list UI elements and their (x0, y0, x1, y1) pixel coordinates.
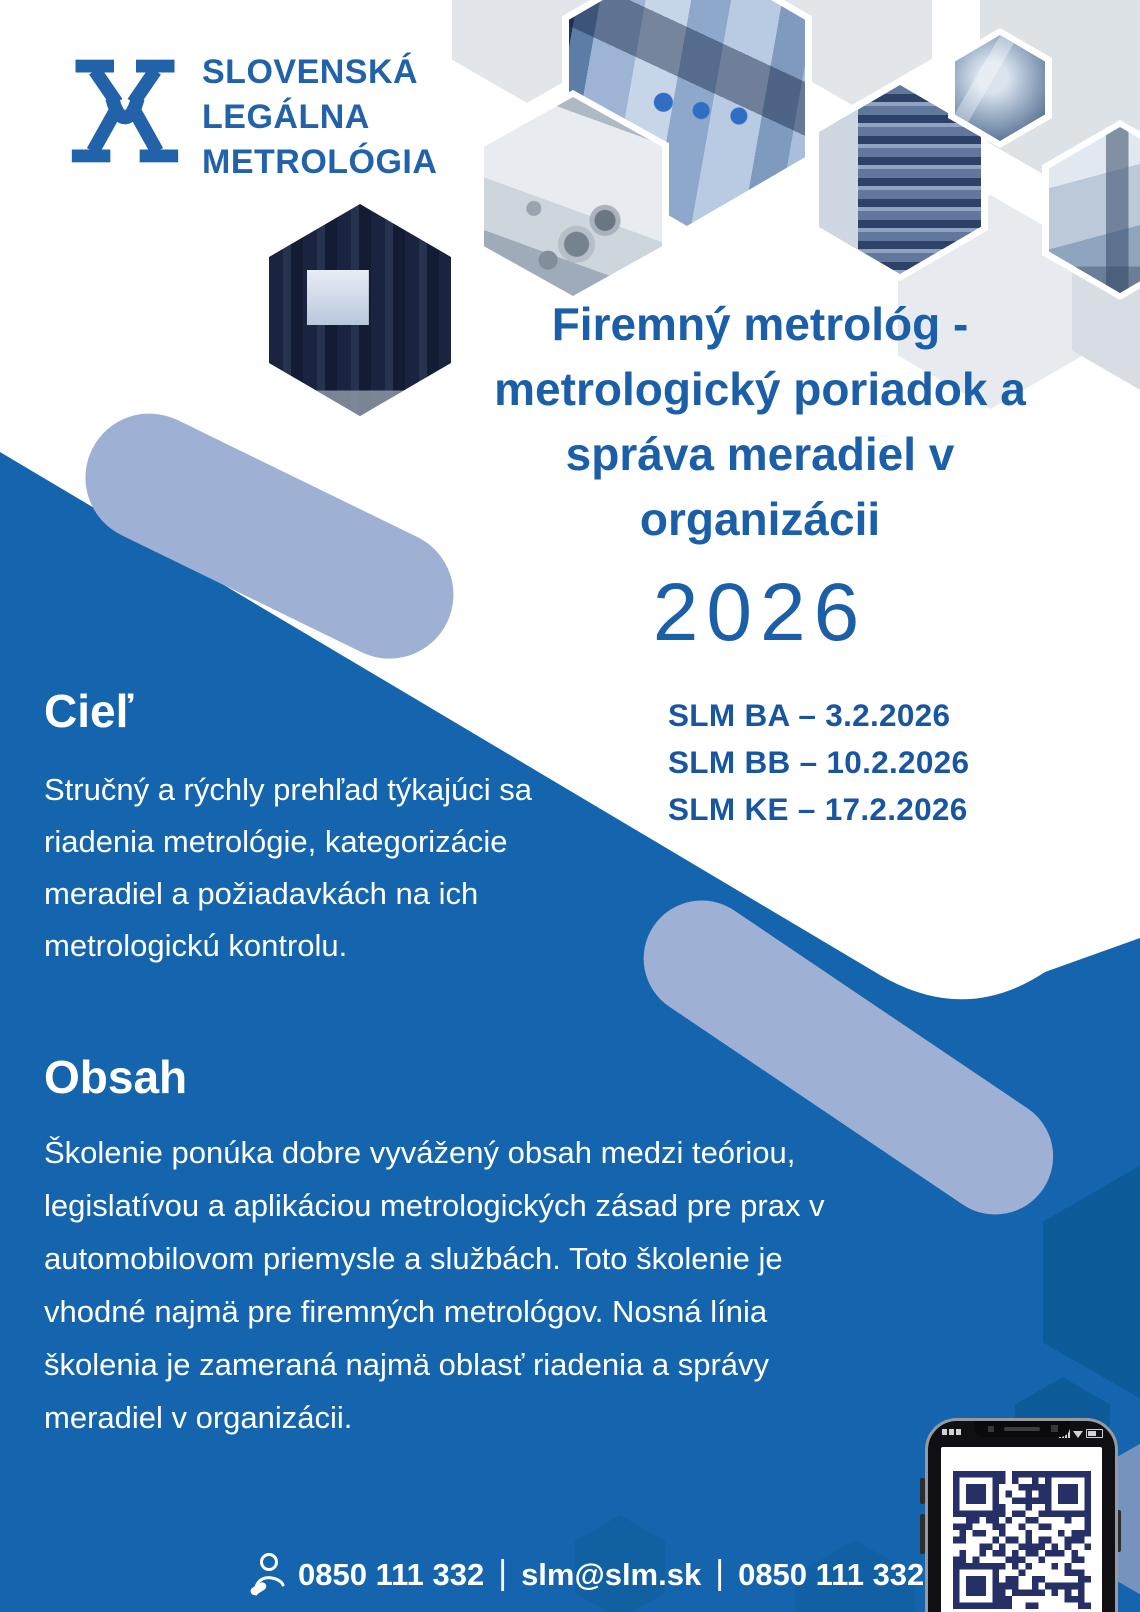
logo-serif (140, 150, 179, 163)
date-line: SLM BA – 3.2.2026 (668, 697, 951, 733)
phone-speaker (1004, 1427, 1040, 1431)
footer-phone-2: 0850 111 332 (738, 1557, 925, 1592)
cylinder-weight-photo (955, 35, 1045, 141)
date-line: SLM BB – 10.2.2026 (668, 744, 970, 780)
section-body-obsah: Školenie ponúka dobre vyvážený obsah medzi teóriou, legislatívou a aplikáciou metrologických zásad pre prax v automobilovom priemysle a službách. Toto školenie je vhodné najmä pre firemných metrológov. Nosná línia školenia je zameraná najmä oblasť riadenia a správy meradiel v organizácii. (44, 1135, 825, 1435)
logo-stroke (93, 112, 115, 151)
section-heading-obsah: Obsah (44, 1051, 188, 1103)
title-year: 2026 (652, 567, 868, 658)
phone-screen (941, 1447, 1102, 1612)
support-icon-head (262, 1555, 277, 1570)
logo-serif (72, 150, 110, 163)
footer-email: slm@slm.sk (521, 1557, 702, 1592)
phone-sensor-dot (988, 1426, 994, 1432)
logo-line: SLOVENSKÁ (202, 53, 419, 91)
section-heading-ciel: Cieľ (44, 685, 134, 737)
logo-serif (136, 60, 175, 73)
slm-logo-mark-icon (70, 56, 180, 166)
title-line: metrologický poriadok a (494, 363, 1026, 415)
battery-icon (1086, 1429, 1103, 1438)
title-line: organizácii (639, 493, 881, 545)
phone-notch (974, 1421, 1070, 1437)
logo-wordmark (202, 50, 437, 185)
section-body-ciel: Stručný a rýchly prehľad týkajúci sa riadenia metrológie, kategorizácie meradiel a požiadavkách na ich metrologickú kontrolu. (44, 772, 533, 963)
logo-stroke (135, 112, 157, 151)
footer-separator: | (498, 1553, 508, 1592)
title-line: správa meradiel v (565, 428, 955, 480)
phone-camera-dot (1051, 1425, 1058, 1432)
weights-photo (484, 97, 662, 296)
wifi-icon (1073, 1431, 1083, 1438)
qr-code (953, 1471, 1091, 1609)
page-title (400, 292, 1120, 552)
title-line: Firemný metrológ - (551, 298, 969, 350)
logo-stroke (112, 98, 138, 117)
phone-status-left (942, 1429, 961, 1435)
footer-separator: | (715, 1553, 725, 1592)
training-dates (668, 692, 969, 833)
phone-mockup (925, 1418, 1118, 1612)
footer-phone-1: 0850 111 332 (298, 1557, 485, 1592)
logo-line: LEGÁLNA (202, 98, 370, 136)
logo-serif (76, 60, 115, 73)
date-line: SLM KE – 17.2.2026 (668, 791, 968, 827)
support-agent-icon (248, 1552, 288, 1598)
logo-line: METROLÓGIA (202, 143, 438, 181)
